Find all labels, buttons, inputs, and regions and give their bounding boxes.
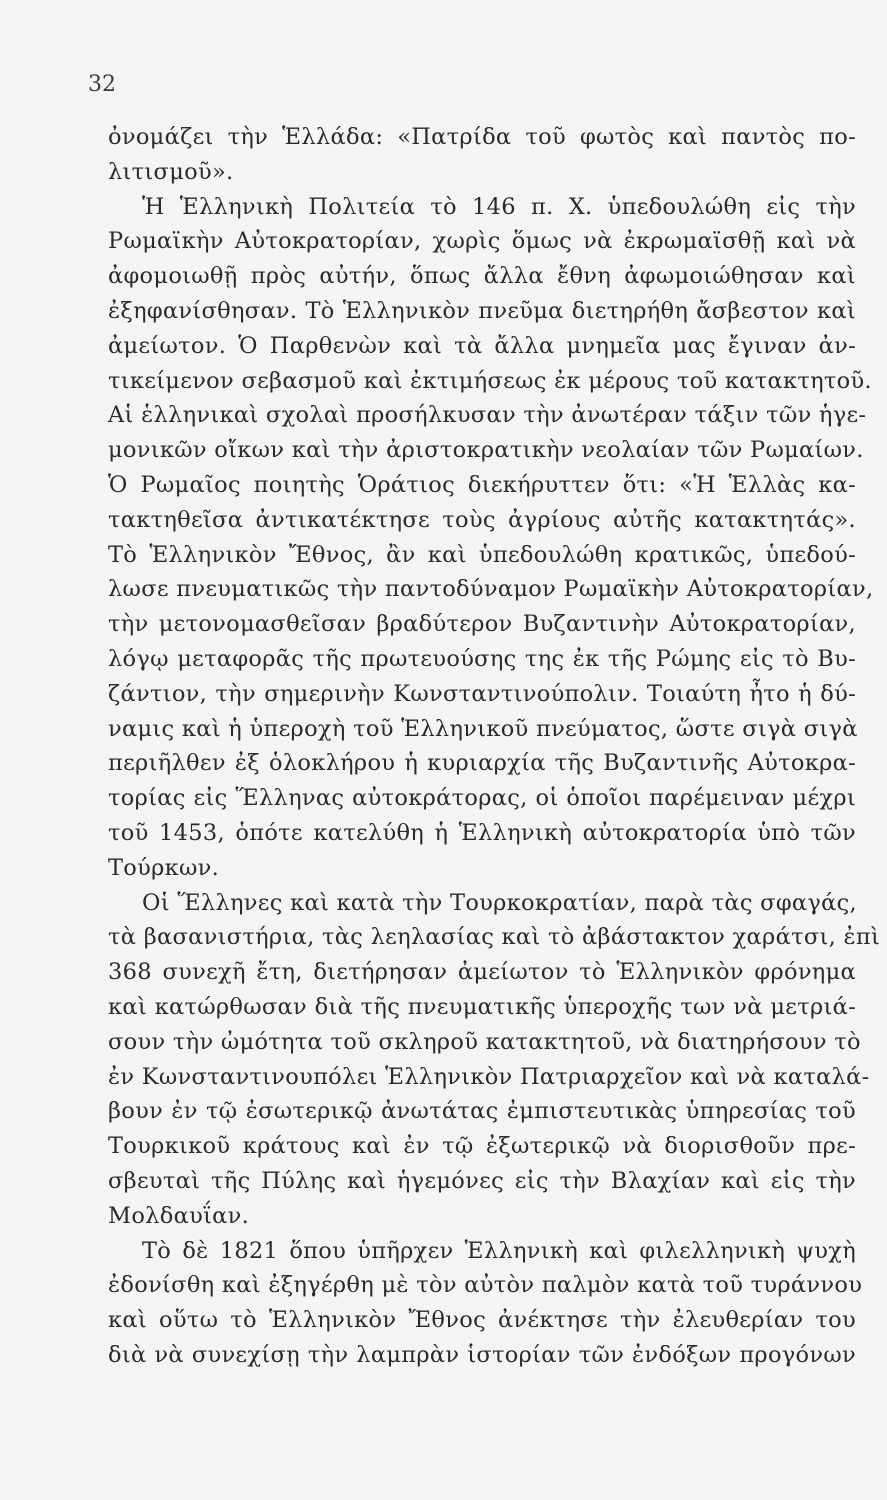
text-line: Αἱ ἑλληνικαὶ σχολαὶ προσήλκυσαν τὴν ἀνωτέραν τάξιν τῶν ἡγε-: [108, 402, 867, 429]
text-line: Τούρκων.: [108, 854, 220, 881]
text-line: Ἡ Ἑλληνικὴ Πολιτεία τὸ 146 π. Χ. ὑπεδουλώθη εἰς τὴν: [142, 193, 856, 220]
page-number: 32: [88, 72, 116, 97]
paragraph: [108, 190, 874, 886]
text-line: λόγῳ μεταφορᾶς τῆς πρωτευούσης της ἐκ τῆς Ρώμης εἰς τὸ Βυ-: [108, 645, 856, 672]
text-line: ἐν Κωνσταντινουπόλει Ἑλληνικὸν Πατριαρχεῖον καὶ νὰ καταλά-: [108, 1063, 870, 1090]
text-line: λωσε πνευματικῶς τὴν παντοδύναμον Ρωμαϊκὴν Αὐτοκρατορίαν,: [108, 576, 874, 603]
text-line: Τὸ Ἑλληνικὸν Ἔθνος, ἂν καὶ ὑπεδουλώθη κρατικῶς, ὑπεδού-: [108, 541, 856, 568]
text-line: τὴν μετονομασθεῖσαν βραδύτερον Βυζαντινὴν Αὐτοκρατορίαν,: [108, 611, 856, 638]
text-line: Τουρκικοῦ κράτους καὶ ἐν τῷ ἐξωτερικῷ νὰ διορισθοῦν πρε-: [108, 1133, 856, 1160]
text-line: Ρωμαϊκὴν Αὐτοκρατορίαν, χωρὶς ὅμως νὰ ἐκρωμαϊσθῇ καὶ νὰ: [108, 228, 856, 255]
text-line: τὰ βασανιστήρια, τὰς λεηλασίας καὶ τὸ ἀβάστακτον χαράτσι, ἐπὶ: [108, 924, 881, 951]
text-line: Οἱ Ἕλληνες καὶ κατὰ τὴν Τουρκοκρατίαν, παρὰ τὰς σφαγάς,: [142, 889, 857, 916]
text-line: Ὁ Ρωμαῖος ποιητὴς Ὁράτιος διεκήρυττεν ὅτι: «Ἡ Ἑλλὰς κα-: [108, 471, 856, 498]
paragraph: [108, 1234, 863, 1373]
text-line: ἀμείωτον. Ὁ Παρθενὼν καὶ τὰ ἄλλα μνημεῖα μας ἔγιναν ἀν-: [108, 332, 856, 359]
text-line: Τὸ δὲ 1821 ὅπου ὑπῆρχεν Ἑλληνικὴ καὶ φιλελληνικὴ ψυχὴ: [142, 1237, 856, 1264]
text-line: βουν ἐν τῷ ἐσωτερικῷ ἀνωτάτας ἐμπιστευτικὰς ὑπηρεσίας τοῦ: [108, 1098, 856, 1125]
text-line: ἀφομοιωθῇ πρὸς αὐτήν, ὅπως ἄλλα ἔθνη ἀφωμοιώθησαν καὶ: [108, 263, 856, 290]
text-line: τοῦ 1453, ὁπότε κατελύθη ἡ Ἑλληνικὴ αὐτοκρατορία ὑπὸ τῶν: [108, 819, 856, 846]
text-line: τικείμενον σεβασμοῦ καὶ ἐκτιμήσεως ἐκ μέρους τοῦ κατακτητοῦ.: [108, 367, 872, 394]
text-line: ὀνομάζει τὴν Ἑλλάδα: «Πατρίδα τοῦ φωτὸς καὶ παντὸς πο-: [108, 124, 856, 150]
text-line: σβευταὶ τῆς Πύλης καὶ ἡγεμόνες εἰς τὴν Βλαχίαν καὶ εἰς τὴν: [108, 1167, 856, 1194]
text-line: καὶ οὕτω τὸ Ἑλληνικὸν Ἔθνος ἀνέκτησε τὴν ἐλευθερίαν του: [108, 1307, 856, 1334]
paragraph: [108, 120, 856, 190]
text-line: ἐξηφανίσθησαν. Τὸ Ἑλληνικὸν πνεῦμα διετηρήθη ἄσβεστον καὶ: [108, 297, 856, 324]
text-line: ἐδονίσθη καὶ ἐξηγέρθη μὲ τὸν αὐτὸν παλμὸν κατὰ τοῦ τυράννου: [108, 1272, 863, 1299]
text-line: μονικῶν οἴκων καὶ τὴν ἀριστοκρατικὴν νεολαίαν τῶν Ρωμαίων.: [108, 437, 864, 464]
paragraph: [108, 886, 881, 1234]
text-line: ναμις καὶ ἡ ὑπεροχὴ τοῦ Ἑλληνικοῦ πνεύματος, ὥστε σιγὰ σιγὰ: [108, 715, 858, 742]
text-line: τορίας εἰς Ἕλληνας αὐτοκράτορας, οἱ ὁποῖοι παρέμειναν μέχρι: [108, 785, 856, 812]
text-line: τακτηθεῖσα ἀντικατέκτησε τοὺς ἀγρίους αὐτῆς κατακτητάς».: [108, 506, 856, 533]
text-line: Μολδαυΐαν.: [108, 1202, 250, 1229]
text-line: περιῆλθεν ἐξ ὁλοκλήρου ἡ κυριαρχία τῆς Βυζαντινῆς Αὐτοκρα-: [108, 750, 856, 777]
text-line: 368 συνεχῆ ἔτη, διετήρησαν ἀμείωτον τὸ Ἑλληνικὸν φρόνημα: [108, 959, 856, 986]
text-line: διὰ νὰ συνεχίσῃ τὴν λαμπρὰν ἱστορίαν τῶν ἐνδόξων προγόνων: [108, 1341, 856, 1368]
text-line: καὶ κατώρθωσαν διὰ τῆς πνευματικῆς ὑπεροχῆς των νὰ μετριά-: [108, 993, 856, 1020]
body-text: [108, 120, 881, 1373]
text-line: ζάντιον, τὴν σημερινὴν Κωνσταντινούπολιν. Τοιαύτη ἦτο ἡ δύ-: [108, 680, 856, 707]
text-line: σουν τὴν ὠμότητα τοῦ σκληροῦ κατακτητοῦ, νὰ διατηρήσουν τὸ: [108, 1028, 861, 1055]
text-line: λιτισμοῦ».: [108, 158, 234, 185]
